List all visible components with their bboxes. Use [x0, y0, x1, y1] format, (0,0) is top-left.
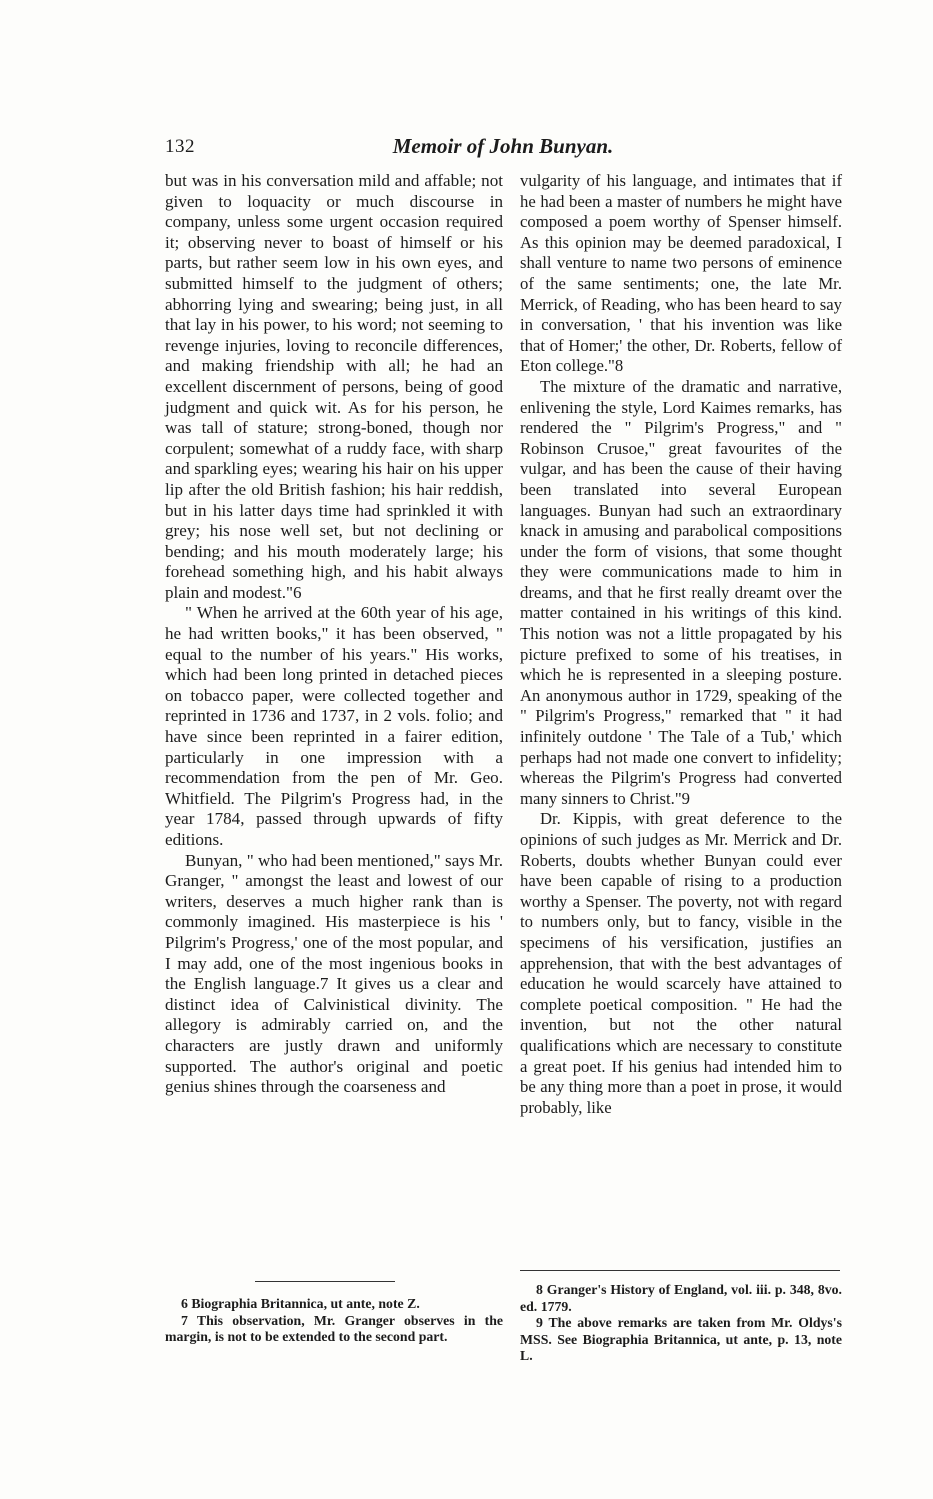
paragraph: Bunyan, " who had been mentioned," says Mr. Granger, " amongst the least and lowest of our writers, deserves a much higher rank than is commonly imagined. His masterpiece is his ' Pilgrim's Progress,' one of the most popular, and I may add, one of the most ingenious books in the English language.7 It gives us a clear and distinct idea of Calvinistical divinity. The allegory is admirably carried on, and the characters are justly drawn and uniformly supported. The author's original and poetic genius shines through the coarseness and	[165, 850, 503, 1097]
page-number: 132	[165, 136, 195, 157]
footnote: 8 Granger's History of England, vol. iii. p. 348, 8vo. ed. 1779.	[520, 1282, 842, 1314]
left-text-column	[165, 171, 503, 1098]
running-title: Memoir of John Bunyan.	[392, 134, 614, 158]
footnote: 9 The above remarks are taken from Mr. Oldys's MSS. See Biographia Britannica, ut ante, p. 13, note L.	[520, 1315, 842, 1363]
paragraph: " When he arrived at the 60th year of his age, he had written books," it has been observed, " equal to the number of his years." His works, which had been long printed in detached pieces on tobacco paper, were collected together and reprinted in 1736 and 1737, in 2 vols. folio; and have since been reprinted in a fairer edition, particularly in one impression with a recommendation from the pen of Mr. Geo. Whitfield. The Pilgrim's Progress had, in the year 1784, passed through upwards of fifty editions.	[165, 603, 503, 849]
page-header	[165, 136, 841, 160]
footnote: 7 This observation, Mr. Granger observes in the margin, is not to be extended to the second part.	[165, 1312, 503, 1344]
footnote-divider-left	[255, 1281, 395, 1282]
footnote: 6 Biographia Britannica, ut ante, note Z.	[181, 1296, 420, 1311]
paragraph: The mixture of the dramatic and narrative, enlivening the style, Lord Kaimes remarks, has rendered the " Pilgrim's Progress," and " Robinson Crusoe," great favourites of the vulgar, and has been the cause of their having been translated into several European languages. Bunyan had such an extraordinary knack in amusing and parabolical compositions under the form of visions, that some thought they were communications made to him in dreams, and that he first really dreamt over the matter contained in his writings of this kind. This notion was not a little propagated by his picture prefixed to some of his treatises, in which he is represented in a sleeping posture. An anonymous author in 1729, speaking of the " Pilgrim's Progress," remarked that " it had infinitely outdone ' The Tale of a Tub,' which perhaps had not made one convert to infidelity; whereas the Pilgrim's Progress had converted many sinners to Christ."9	[520, 376, 842, 808]
footnote-divider-right	[520, 1270, 840, 1271]
paragraph: but was in his conversation mild and affable; not given to loquacity or much discourse in company, unless some urgent occasion required it; observing never to boast of himself or his parts, but rather seem low in his own eyes, and submitted himself to the judgment of others; abhorring lying and swearing; being just, in all that lay in his power, to his word; not seeming to revenge injuries, loving to reconcile differences, and making friendship with all; he had an excellent discernment of persons, being of good judgment and quick wit. As for his person, he was tall of stature; strong-boned, though nor corpulent; somewhat of a ruddy face, with sharp and sparkling eyes; wearing his hair on his upper lip after the old British fashion; his hair reddish, but in his latter days time had sprinkled it with grey; his nose well set, but not declining or bending; and his mouth moderately large; his forehead something high, and his habit always plain and modest."6	[165, 171, 503, 602]
footnotes-left	[165, 1296, 503, 1346]
paragraph: Dr. Kippis, with great deference to the opinions of such judges as Mr. Merrick and Dr. Roberts, doubts whether Bunyan could ever have been capable of rising to a production worthy a Spenser. The poverty, not with regard to numbers only, but to fancy, visible in the specimens of his versification, justifies an apprehension, that with the best advantages of education he would scarcely have attained to complete poetical composition. " He had the invention, but not the other natural qualifications which are necessary to constitute a great poet. If his genius had intended him to be any thing more than a poet in prose, it would probably, like	[520, 809, 842, 1117]
paragraph: vulgarity of his language, and intimates that if he had been a master of numbers he might have composed a poem worthy of Spenser himself. As this opinion may be deemed paradoxical, I shall venture to name two persons of eminence of the same sentiments; one, the late Mr. Merrick, of Reading, who has been heard to say in conversation, ' that his invention was like that of Homer;' the other, Dr. Roberts, fellow of Eton college."8	[520, 171, 842, 376]
footnotes-right	[520, 1282, 842, 1365]
right-text-column	[520, 171, 842, 1118]
